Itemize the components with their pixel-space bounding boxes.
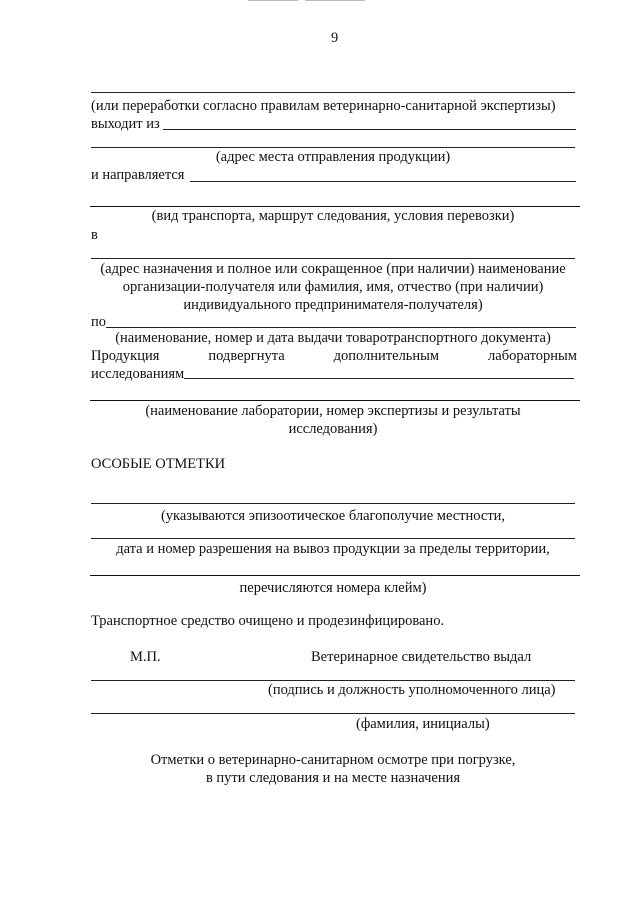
blank-line [91, 147, 575, 148]
blank-line [91, 538, 575, 539]
destination-caption-3: индивидуального предпринимателя-получателя) [183, 297, 483, 313]
vehicle-cleaned-note: Транспортное средство очищено и продезинфицировано. [91, 613, 445, 629]
blank-line [90, 206, 580, 207]
leaves-from-field [163, 129, 576, 130]
lab-caption-2: исследования) [288, 421, 378, 437]
in-label: в [91, 227, 98, 243]
departure-address-caption: (адрес места отправления продукции) [215, 149, 451, 165]
lab-word: дополнительным [333, 348, 440, 364]
destination-caption-1: (адрес назначения и полное или сокращенное (при наличии) наименование [100, 261, 566, 277]
destination-caption-2: организации-получателя или фамилия, имя, отчество (при наличии) [122, 279, 544, 295]
inspection-marks-2: в пути следования и на месте назначения [205, 770, 461, 786]
name-field [91, 713, 575, 714]
blank-line [90, 575, 580, 576]
lab-word: подвергнута [208, 348, 285, 364]
top-crop-rule [248, 0, 298, 1]
lab-word: лабораторным [488, 348, 577, 364]
lab-caption-1: (наименование лаборатории, номер экспертизы и результаты [145, 403, 521, 419]
blank-line [91, 258, 575, 259]
sent-to-label: и направляется [91, 167, 185, 183]
certificate-issued-label: Ветеринарное свидетельство выдал [311, 649, 532, 665]
blank-line [91, 503, 575, 504]
special-marks-heading: ОСОБЫЕ ОТМЕТКИ [91, 456, 226, 472]
leaves-from-label: выходит из [91, 116, 160, 132]
special-caption-3: перечисляются номера клейм) [239, 580, 427, 596]
page-number: 9 [331, 30, 339, 46]
top-crop-rule [305, 0, 365, 1]
lab-word: Продукция [91, 348, 160, 364]
lab-sentence [91, 348, 577, 364]
lab-studies-field [184, 378, 574, 379]
name-caption: (фамилия, инициалы) [356, 716, 490, 732]
seal-label: М.П. [130, 649, 161, 665]
processing-note: (или переработки согласно правилам ветеринарно-санитарной экспертизы) [91, 98, 556, 114]
blank-line [91, 92, 575, 93]
special-caption-2: дата и номер разрешения на вывоз продукции за пределы территории, [116, 541, 550, 557]
blank-line [90, 400, 580, 401]
special-caption-1: (указываются эпизоотическое благополучие местности, [160, 508, 506, 524]
sent-to-field [190, 181, 576, 182]
by-label: по [91, 314, 107, 330]
inspection-marks-1: Отметки о ветеринарно-санитарном осмотре при погрузке, [150, 752, 516, 768]
signature-field [91, 680, 575, 681]
transport-document-caption: (наименование, номер и дата выдачи товаротранспортного документа) [115, 330, 551, 346]
transport-caption: (вид транспорта, маршрут следования, условия перевозки) [151, 208, 515, 224]
signature-caption: (подпись и должность уполномоченного лица) [268, 682, 556, 698]
by-field [106, 327, 576, 328]
lab-studies-label: исследованиям [91, 366, 185, 382]
